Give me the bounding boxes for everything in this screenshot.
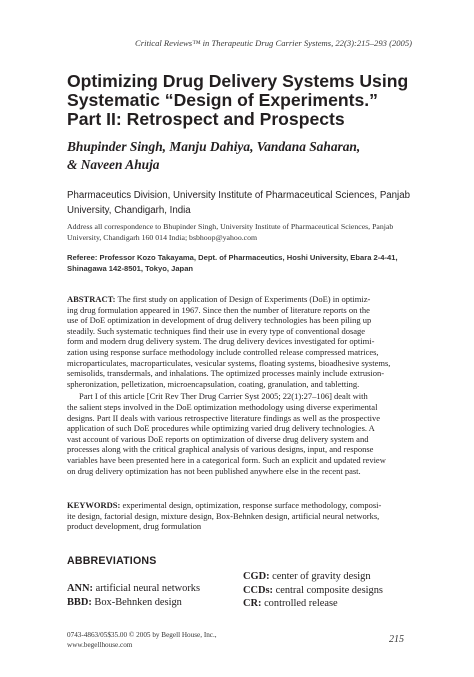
abstract-text: The first study on application of Design of Experiments (DoE) in optimiz- [115, 294, 371, 304]
abstract-label: ABSTRACT: [67, 294, 116, 304]
author-list [67, 138, 427, 174]
abstract-line: ing drug formulation appeared in 1967. Since then the number of literature reports on the [67, 304, 370, 315]
footer-link[interactable]: www.begellhouse.com [67, 641, 133, 649]
abstract-line: use of DoE optimization in development of drug delivery technologies has been piling up [67, 315, 372, 326]
abstract [67, 294, 412, 476]
abstract-line: vast account of various DoE reports on optimization of diverse drug delivery system and [67, 433, 369, 444]
abbreviation-entry [67, 596, 200, 610]
abbreviation-entry [243, 584, 383, 598]
abstract-line: application of such DoE procedures while optimizing varied drug delivery technologies. A [67, 423, 375, 434]
abstract-line: processes along with the critical graphical analysis of various designs, input, and response [67, 444, 374, 455]
abstract-line: on drug delivery optimization has not been published anywhere else in the recent past. [67, 465, 361, 476]
paper-title [67, 72, 427, 129]
journal-citation: Critical Reviews™ in Therapeutic Drug Carrier Systems, 22(3):215–293 (2005) [135, 38, 412, 48]
address-line: University, Chandigarh 160 014 India; bsbhoop@yahoo.com [67, 232, 258, 242]
affiliation [67, 188, 412, 218]
abbreviations-right-column [243, 570, 383, 611]
abstract-line: designs. Part II deals with various retrospective literature findings as well as the prospective [67, 412, 380, 423]
abbreviation-meaning: center of gravity design [269, 571, 371, 582]
abstract-line: steadily. Such systematic techniques find their use in every type of conventional dosage [67, 325, 366, 336]
abstract-line: zation using response surface methodology include controlled release compressed matrices, [67, 346, 379, 357]
author-line: Bhupinder Singh, Manju Dahiya, Vandana Saharan, [67, 139, 361, 154]
affiliation-line: Pharmaceutics Division, University Institute of Pharmaceutical Sciences, Panjab [67, 190, 410, 201]
abbreviation-term: BBD: [67, 596, 92, 608]
abbreviation-term: CCDs: [243, 584, 274, 596]
keywords-label: KEYWORDS: [67, 500, 121, 510]
abstract-line: microparticulates, macroparticulates, vesicular systems, floating systems, bioadhesive systems, [67, 357, 391, 368]
title-line: Part II: Retrospect and Prospects [67, 109, 345, 129]
abstract-line: the salient steps involved in the DoE optimization methodology using diverse experimental [67, 401, 378, 412]
abstract-line: spheronization, pelletization, microencapsulation, coating, granulation, and tabletting. [67, 378, 360, 389]
abbreviation-meaning: Box-Behnken design [91, 596, 182, 608]
referee-line: Referee: Professor Kozo Takayama, Dept. of Pharmaceutics, Hoshi University, Ebara 2-4-41, [67, 253, 398, 262]
abbreviations-left-column [67, 582, 200, 609]
keywords [67, 500, 412, 532]
keywords-line: product development, drug formulation [67, 521, 202, 532]
correspondence-address [67, 222, 412, 243]
title-line: Systematic “Design of Experiments.” [67, 90, 378, 110]
keywords-line: ite design, factorial design, mixture design, Box-Behnken design, artificial neural networks, [67, 510, 380, 521]
keywords-line [67, 500, 412, 511]
keywords-text: experimental design, optimization, response surface methodology, composi- [120, 500, 382, 510]
title-line: Optimizing Drug Delivery Systems Using [67, 71, 409, 91]
author-line: & Naveen Ahuja [67, 157, 160, 172]
referee-line: Shinagawa 142-8501, Tokyo, Japan [67, 263, 194, 273]
affiliation-line: University, Chandigarh, India [67, 205, 191, 216]
abbreviation-entry [243, 597, 383, 611]
page-number: 215 [389, 634, 404, 645]
abbreviation-meaning: controlled release [261, 598, 338, 609]
copyright-footer [67, 630, 217, 650]
abbreviation-entry [67, 582, 200, 596]
abstract-line: variables have been presented here in a categorical form. Such an explicit and updated review [67, 454, 386, 465]
abbreviation-meaning: artificial neural networks [92, 583, 201, 594]
referee-note [67, 253, 412, 274]
abstract-line [67, 294, 412, 305]
address-line: Address all correspondence to Bhupinder Singh, University Institute of Pharmaceutical Sciences, Panjab [67, 222, 394, 231]
abbreviation-term: ANN: [67, 583, 93, 594]
footer-line: 0743-4863/05$35.00 © 2005 by Begell House, Inc., [67, 631, 217, 639]
abstract-line: Part I of this article [Crit Rev Ther Drug Carrier Syst 2005; 22(1):27–106] dealt with [79, 391, 368, 402]
abstract-line: form and modern drug delivery system. The drug delivery devices investigated for optimi- [67, 336, 375, 347]
abbreviation-term: CGD: [243, 571, 270, 582]
abbreviation-entry [243, 570, 383, 584]
abbreviation-meaning: central composite designs [273, 584, 383, 596]
abstract-line: semisolids, transdermals, and inhalations. The optimized processes mainly include extrusion- [67, 368, 385, 379]
abbreviation-term: CR: [243, 598, 262, 609]
abbreviations-heading: ABBREVIATIONS [67, 555, 157, 567]
